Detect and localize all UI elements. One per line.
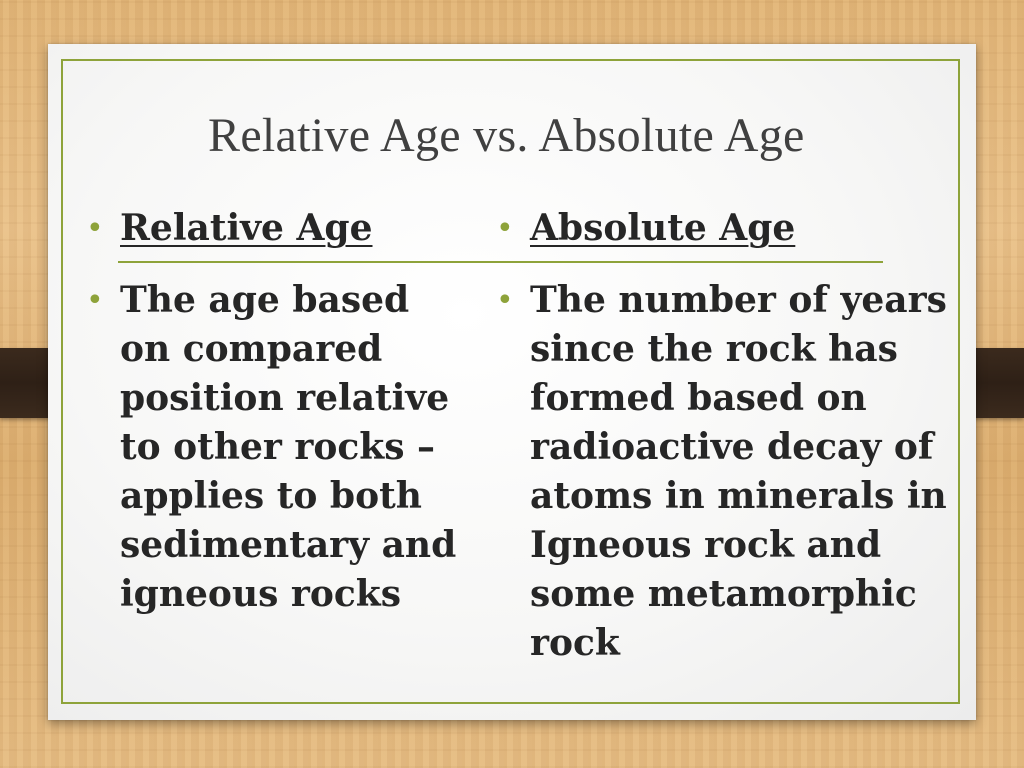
- relative-age-definition: The age based on compared position relative to other rocks – applies to both sedimentary and igneous rocks: [120, 279, 457, 615]
- bullet-icon: •: [86, 283, 104, 318]
- slide-paper: [48, 44, 976, 720]
- absolute-age-column: [496, 204, 956, 668]
- absolute-age-definition: The number of years since the rock has formed based on radioactive decay of atoms in minerals in Igneous rock and some metamorphic rock: [530, 279, 947, 664]
- relative-age-column: [86, 204, 466, 619]
- absolute-age-heading: Absolute Age: [530, 207, 796, 249]
- relative-age-heading-item: [86, 204, 466, 264]
- bullet-icon: •: [496, 211, 514, 246]
- slide-title: Relative Age vs. Absolute Age: [208, 109, 805, 162]
- absolute-age-heading-item: [496, 204, 956, 264]
- bullet-icon: •: [86, 211, 104, 246]
- bullet-icon: •: [496, 283, 514, 318]
- relative-age-heading: Relative Age: [120, 207, 373, 249]
- relative-age-definition-item: [86, 276, 466, 619]
- absolute-age-definition-item: [496, 276, 956, 668]
